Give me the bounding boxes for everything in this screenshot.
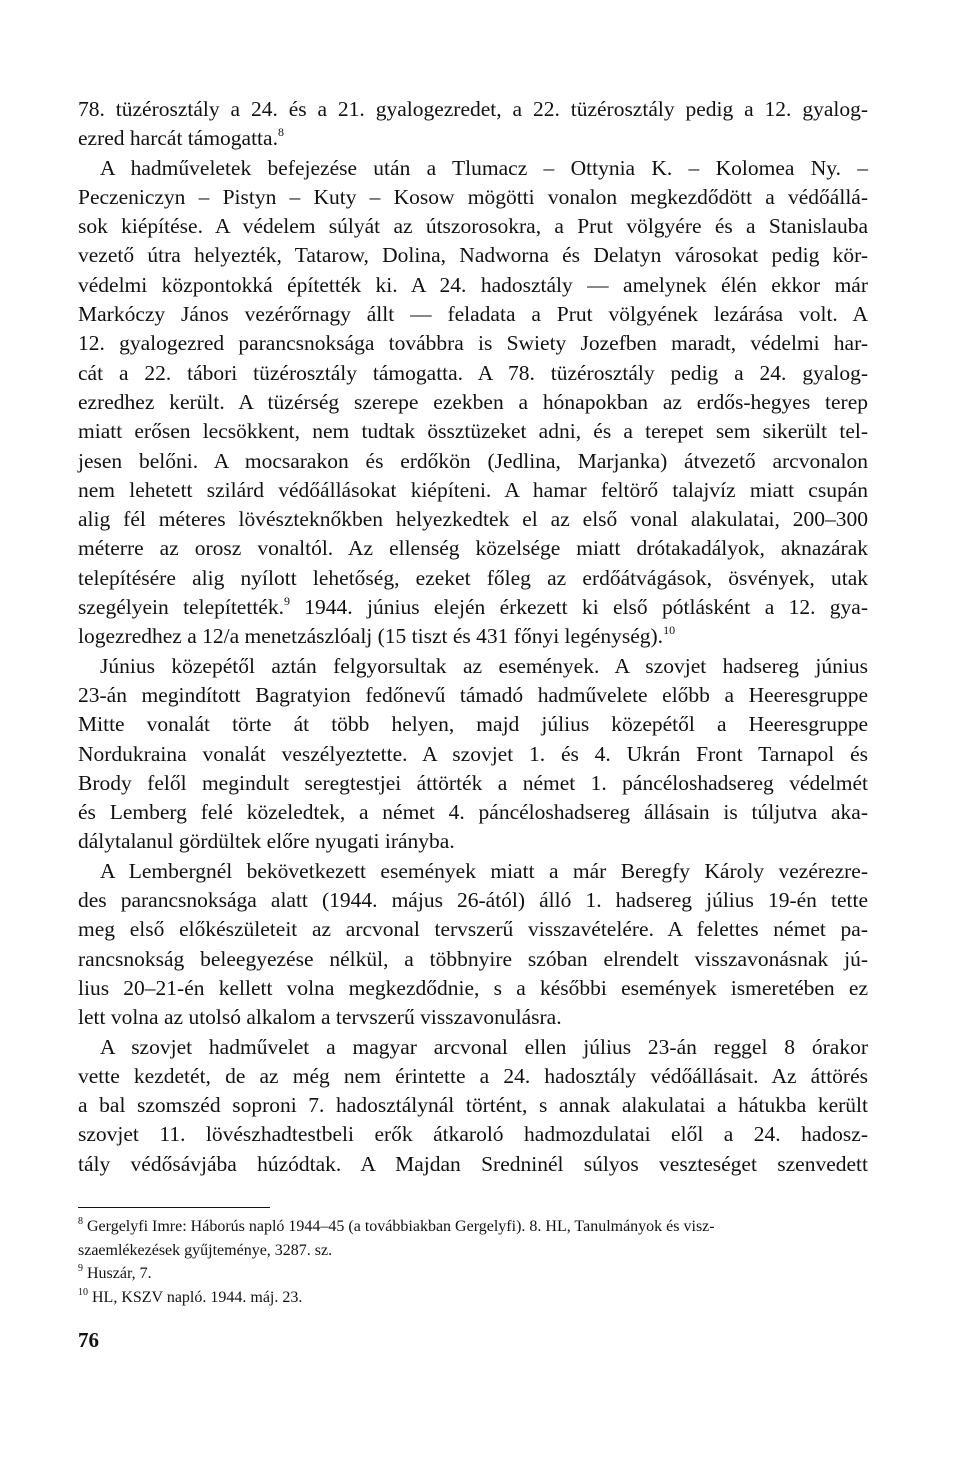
text-line: A hadműveletek befejezése után a Tlumacz – Ottynia K. – Kolomea Ny. –	[100, 155, 868, 180]
text-line: és Lemberg felé közeledtek, a német 4. páncéloshadsereg állásain is túljutva aka-	[78, 800, 868, 825]
text-line: A Lembergnél bekövetkezett események miatt a már Beregfy Károly vezérezre-	[100, 858, 868, 883]
text-line: logezredhez a 12/a menetzászlóalj (15 tiszt és 431 főnyi legénység).$^{10}$	[78, 623, 676, 649]
text-line: Markóczy János vezérőrnagy állt — feladata a Prut völgyének lezárása volt. A	[78, 302, 868, 327]
text-line: A szovjet hadművelet a magyar arcvonal ellen július 23-án reggel 8 órakor	[100, 1034, 868, 1059]
text-line: rancsnokság beleegyezése nélkül, a többnyire szóban elrendelt visszavonásnak jú-	[78, 946, 868, 971]
text-line: Június közepétől aztán felgyorsultak az események. A szovjet hadsereg június	[100, 653, 868, 678]
footnotes	[78, 1215, 868, 1310]
text-line: a bal szomszéd soproni 7. hadosztálynál történt, s annak alakulatai a hátukba került	[78, 1093, 868, 1118]
text-line: des parancsnoksága alatt (1944. május 26-ától) álló 1. hadsereg július 19-én tette	[78, 888, 868, 913]
footnote-number: 9	[78, 1263, 83, 1275]
footnote-divider	[78, 1207, 270, 1208]
text-line: 12. gyalogezred parancsnoksága továbbra is Swiety Jozefben maradt, védelmi har-	[78, 331, 868, 356]
footnote-ref: 10	[663, 623, 676, 638]
text-line: alig fél méteres lövészteknőkben helyezkedtek el az első vonal alakulatai, 200–300	[78, 507, 868, 532]
text-line: Mitte vonalát törte át több helyen, majd július közepétől a Heeresgruppe	[78, 712, 868, 737]
footnote: $^8$ Gergelyfi Imre: Háborús napló 1944–45 (a továbbiakban Gergelyfi). 8. HL, Tanulmányok és visz-	[78, 1216, 715, 1235]
text-line: vette kezdetét, de az még nem érintette a 24. hadosztály védőállásait. Az áttörés	[78, 1063, 868, 1088]
text-line: lius 20–21-én kellett volna megkezdődnie, s a későbbi események ismeretében ez	[78, 975, 868, 1000]
text-line: 23-án megindított Bagratyion fedőnevű támadó hadművelete előbb a Heeresgruppe	[78, 682, 868, 707]
text-line: ezred harcát támogatta.$^8$	[78, 125, 284, 151]
text-line: miatt erősen lecsökkent, nem tudtak össztüzeket adni, és a terepet sem sikerült tel-	[78, 419, 868, 444]
text-line: lett volna az utolsó alkalom a tervszerű visszavonulásra.	[78, 1005, 562, 1030]
text-line: szegélyein telepítették.$^9$ 1944. június elején érkezett ki első pótlásként a 12. gya-	[78, 594, 869, 620]
text-line: tály védősávjába húzódtak. A Majdan Sredninél súlyos veszteséget szenvedett	[78, 1151, 868, 1176]
text-line: nem lehetett szilárd védőállásokat kiépíteni. A hamar feltörő talajvíz miatt csupán	[78, 477, 868, 502]
text-line: vezető útra helyezték, Tatarow, Dolina, Nadworna és Delatyn városokat pedig kör-	[78, 243, 868, 268]
text-line: szovjet 11. lövészhadtestbeli erők átkaroló hadmozdulatai elől a 24. hadosz-	[78, 1122, 868, 1147]
text-line: Nordukraina vonalát veszélyeztette. A szovjet 1. és 4. Ukrán Front Tarnapol és	[78, 741, 868, 766]
text-line: ezredhez került. A tüzérség szerepe ezekben a hónapokban az erdős-hegyes terep	[78, 389, 868, 414]
text-line: telepítésére alig nyílott lehetőség, ezeket főleg az erdőátvágások, ösvények, utak	[78, 565, 868, 590]
footnote-ref: 8	[277, 125, 284, 140]
footnote: szaemlékezések gyűjteménye, 3287. sz.	[78, 1241, 333, 1259]
text-line: meg első előkészületeit az arcvonal tervszerű visszavételére. A felettes német pa-	[78, 917, 868, 942]
page-number: 76	[78, 1328, 99, 1352]
footnote-ref: 9	[283, 594, 290, 609]
footnote: $^{10}$ HL, KSZV napló. 1944. máj. 23.	[78, 1287, 303, 1307]
text-line: jesen belőni. A mocsarakon és erdőkön (Jedlina, Marjanka) átvezető arcvonalon	[78, 448, 868, 473]
footnote: $^9$ Huszár, 7.	[78, 1263, 152, 1283]
text-line: Brody felől megindult seregtestjei áttörték a német 1. páncéloshadsereg védelmét	[78, 770, 868, 795]
text-line: 78. tüzérosztály a 24. és a 21. gyalogezredet, a 22. tüzérosztály pedig a 12. gyalog-	[78, 97, 868, 121]
text-line: cát a 22. tábori tüzérosztály támogatta. A 78. tüzérosztály pedig a 24. gyalog-	[78, 360, 868, 385]
footnote-number: 8	[78, 1216, 83, 1227]
body-text	[78, 95, 868, 1179]
text-line: Peczeniczyn – Pistyn – Kuty – Kosow mögötti vonalon megkezdődött a védőállá-	[78, 184, 868, 209]
footnote-number: 10	[78, 1287, 88, 1299]
text-line: sok kiépítése. A védelem súlyát az útszorosokra, a Prut völgyére és a Stanislauba	[78, 214, 868, 239]
text-line: dálytalanul gördültek előre nyugati irányba.	[78, 829, 455, 854]
text-line: méterre az orosz vonaltól. Az ellenség közelsége miatt drótakadályok, aknazárak	[78, 536, 868, 561]
text-line: védelmi központokká építették ki. A 24. hadosztály — amelynek élén ekkor már	[78, 272, 868, 297]
